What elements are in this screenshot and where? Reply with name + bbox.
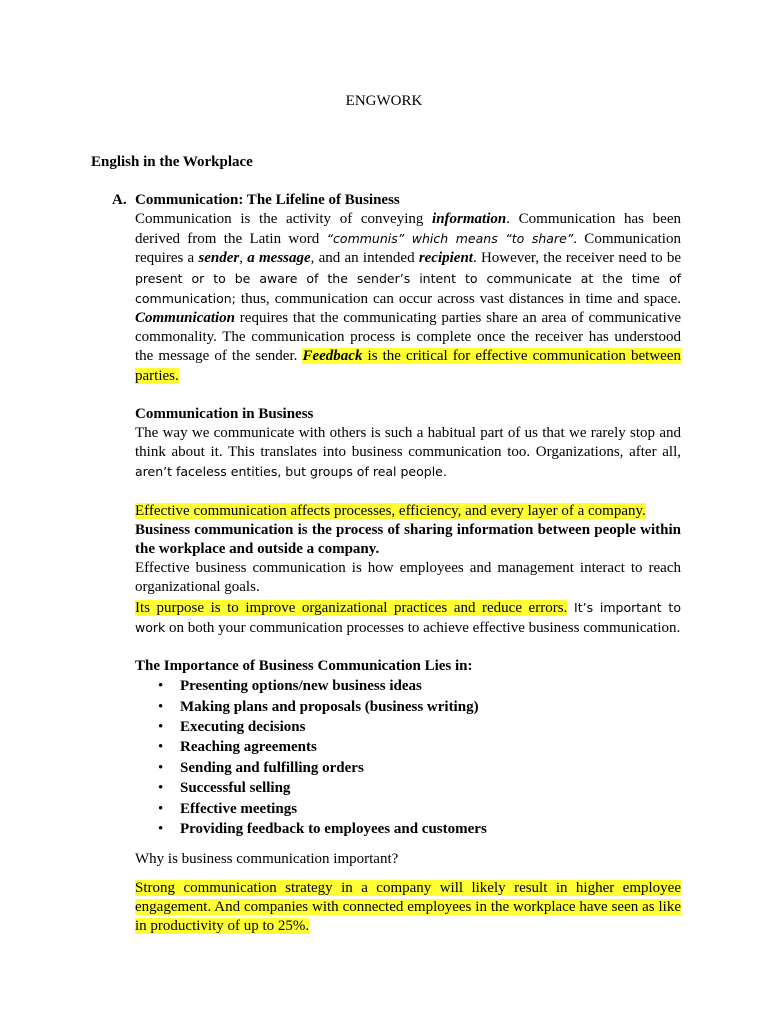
document-content [91,152,681,936]
heading-importance: The Importance of Business Communication Lies in: [135,658,473,675]
text-run: , and an intended [310,250,419,267]
list-item [158,697,681,717]
text-run: on both your communication processes to achieve effective business communication. [169,619,681,636]
text-run: . Communication has been derived from the Latin word [135,211,681,248]
paragraph-effective-communication [135,502,681,521]
list-item [158,758,681,778]
list-item-label: Effective meetings [180,800,298,817]
text-run-sans: It’s important to work [135,599,681,635]
text-run-bold: Feedback [302,348,363,365]
text-run-bold: sender [198,250,240,267]
subsection-heading [112,190,681,210]
paragraph-effective-business: Effective business communication is how employees and management interact to reach organizational goals. [135,560,681,596]
bullet-icon: • [158,719,164,736]
text-run-bold: a message [247,250,311,267]
document-title: ENGWORK [345,93,423,109]
bullet-icon: • [158,739,164,756]
heading-communication-in-business: Communication in Business [135,405,314,422]
list-item-label: Reaching agreements [180,739,317,756]
question-why-important: Why is business communication important? [135,850,399,867]
text-run: requires that the communicating parties share an area of communicative commonality. The communication process is complete once the receiver has understood the message of the sender. [135,310,681,365]
list-item [158,717,681,737]
section-heading: English in the Workplace [91,154,253,170]
text-run: . However, the receiver need to be [472,250,681,267]
list-item [158,819,681,839]
highlight-answer: Strong communication strategy in a company will likely result in higher employee engagement. And companies with connected employees in the workplace have seen as like in productivity of up to 25%. [135,879,681,935]
paragraph-communication-in-business [135,424,681,483]
text-run-bold: recipient [418,250,473,267]
text-run: is the critical for effective communication between parties. [135,348,681,384]
list-item [158,778,681,798]
paragraph-why-answer [135,879,681,937]
text-run-sans: present or to be aware of the sender’s intent to communicate at the time of communication; [135,270,681,306]
list-item-label: Sending and fulfilling orders [180,759,364,776]
list-item [158,676,681,696]
bullet-icon: • [158,821,164,838]
text-run: thus, communication can occur across vast distances in time and space. [235,290,681,307]
text-run-bold: Communication [135,310,236,327]
paragraph-business-definition: Business communication is the process of sharing information between people within the workplace and outside a company. [135,521,681,558]
list-item-label: Presenting options/new business ideas [180,678,422,695]
highlight-purpose: Its purpose is to improve organizational practices and reduce errors. [135,599,568,616]
paragraph-purpose [135,598,681,638]
list-item-label: Providing feedback to employees and customers [180,821,487,838]
list-item-label: Making plans and proposals (business writing) [180,698,479,715]
subsection-letter: A. [112,192,127,208]
list-item [158,737,681,757]
bullet-icon: • [158,678,164,695]
bullet-icon: • [158,698,164,715]
list-item-label: Successful selling [180,780,291,797]
text-run: Communication is the activity of conveying [135,211,433,227]
importance-list [158,676,681,839]
highlight-effective: Effective communication affects processes, efficiency, and every layer of a company. [135,502,646,519]
subsection-title: Communication: The Lifeline of Business [135,192,400,208]
section-a-body [135,210,681,936]
list-item [158,799,681,819]
text-run: , [239,250,248,267]
text-run-latin: “communis” which means “to share” [326,231,574,247]
text-run-bold: information [432,211,507,227]
paragraph-communication-definition [135,210,681,386]
text-run: . Communication requires a [135,231,681,267]
list-item-label: Executing decisions [180,719,306,736]
text-run-sans: aren’t faceless entities, but groups of real people. [135,464,447,480]
bullet-icon: • [158,800,164,817]
bullet-icon: • [158,780,164,797]
text-run: The way we communicate with others is such a habitual part of us that we rarely stop and think about it. This translates into business communication too. Organizations, after all, [135,425,681,461]
bullet-icon: • [158,759,164,776]
